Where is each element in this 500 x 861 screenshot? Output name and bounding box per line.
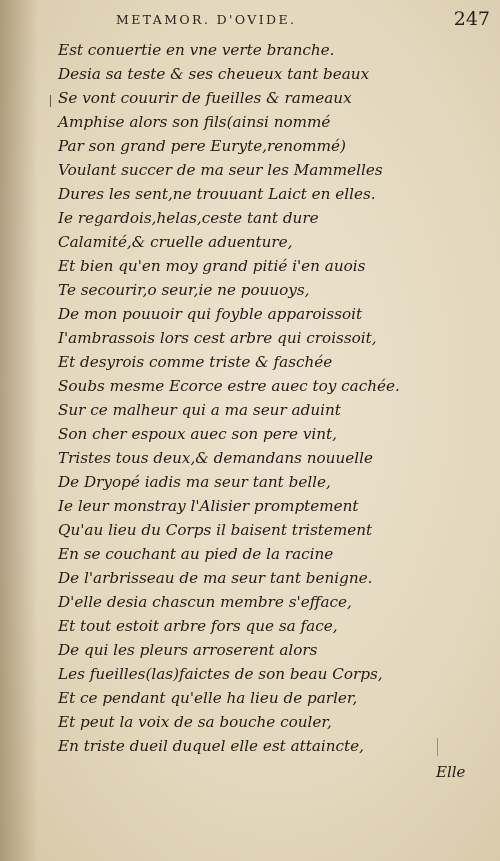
verse-line: De mon pouuoir qui foyble apparoissoit bbox=[58, 305, 363, 323]
verse-line: De l'arbrisseau de ma seur tant benigne. bbox=[58, 569, 373, 587]
verse-line: Les fueilles(las)faictes de son beau Corps, bbox=[58, 665, 383, 683]
verse-line: En se couchant au pied de la racine bbox=[58, 545, 334, 563]
page-number: 247 bbox=[453, 8, 490, 30]
verse-line: Tristes tous deux,& demandans nouuelle bbox=[58, 449, 373, 467]
verse-line: Est conuertie en vne verte branche. bbox=[58, 41, 335, 59]
running-head bbox=[116, 10, 490, 34]
verse-line: Se vont couurir de fueilles & rameaux bbox=[58, 89, 352, 107]
verse-line: Dures les sent,ne trouuant Laict en elles. bbox=[58, 185, 376, 203]
verse-line: Sur ce malheur qui a ma seur aduint bbox=[58, 401, 341, 419]
running-title: METAMOR. D'OVIDE. bbox=[116, 12, 297, 27]
verse-line: Soubs mesme Ecorce estre auec toy cachée. bbox=[58, 377, 400, 395]
verse-line: Calamité,& cruelle aduenture, bbox=[58, 233, 293, 251]
verse-line: Et peut la voix de sa bouche couler, bbox=[58, 713, 332, 731]
verse-line: Et bien qu'en moy grand pitié i'en auois bbox=[58, 257, 366, 275]
verse-line: Voulant succer de ma seur les Mammelles bbox=[58, 161, 383, 179]
verse-line: Te secourir,o seur,ie ne pouuoys, bbox=[58, 281, 310, 299]
verse-line: De Dryopé iadis ma seur tant belle, bbox=[58, 473, 331, 491]
gutter-shadow bbox=[0, 0, 38, 861]
verse-line: Par son grand pere Euryte,renommé) bbox=[58, 137, 346, 155]
verse-line: Desia sa teste & ses cheueux tant beaux bbox=[58, 65, 370, 83]
verse-line: De qui les pleurs arroserent alors bbox=[58, 641, 318, 659]
margin-mark bbox=[50, 95, 51, 107]
verse-line: Son cher espoux auec son pere vint, bbox=[58, 425, 337, 443]
verse-line: D'elle desia chascun membre s'efface, bbox=[58, 593, 352, 611]
verse-line: Amphise alors son fils(ainsi nommé bbox=[58, 113, 331, 131]
catchword: Elle bbox=[436, 763, 466, 781]
verse-line: Ie regardois,helas,ceste tant dure bbox=[58, 209, 319, 227]
verse-line: Et tout estoit arbre fors que sa face, bbox=[58, 617, 338, 635]
verse-line: Ie leur monstray l'Alisier promptement bbox=[58, 497, 359, 515]
verse-line: Et ce pendant qu'elle ha lieu de parler, bbox=[58, 689, 358, 707]
verse-line: Qu'au lieu du Corps il baisent tristement bbox=[58, 521, 373, 539]
verse-line: En triste dueil duquel elle est attaincte, bbox=[58, 737, 364, 755]
verse-line: I'ambrassois lors cest arbre qui croissoit, bbox=[58, 329, 377, 347]
verse-line: Et desyrois comme triste & faschée bbox=[58, 353, 333, 371]
